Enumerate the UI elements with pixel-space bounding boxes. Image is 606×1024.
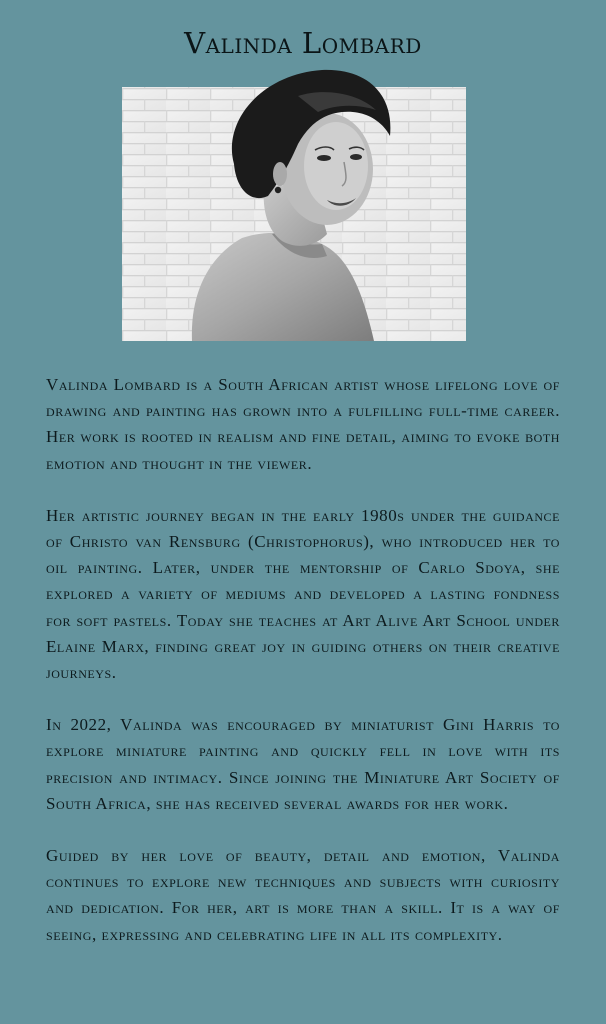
bio-paragraph-3: In 2022, Valinda was encouraged by miniaturist Gini Harris to explore miniature painting and quickly fell in love with its precision and intimacy. Since joining the Miniature Art Society of South Africa, she has received several awards for her work.: [46, 715, 560, 813]
bio-paragraph-2: Her artistic journey began in the early 1980s under the guidance of Christo van Rensburg (Christophorus), who introduced her to oil painting. Later, under the mentorship of Carlo Sdoya, she explored a variety of mediums and developed a lasting fondness for soft pastels. Today she teaches at Art Alive Art School under Elaine Marx, finding great joy in guiding others on their creative journeys.: [46, 505, 560, 683]
bio-paragraph-4: Guided by her love of beauty, detail and emotion, Valinda continues to explore new techniques and subjects with curiosity and dedication. For her, art is more than a skill. It is a way of seeing, expressing and celebrating life in all its complexity.: [46, 846, 560, 944]
artist-bio: [46, 372, 560, 974]
bio-paragraph-1: Valinda Lombard is a South African artist whose lifelong love of drawing and painting has grown into a fulfilling full-time career. Her work is rooted in realism and fine detail, aiming to evoke both emotion and thought in the viewer.: [46, 375, 560, 473]
page-title: Valinda Lombard: [184, 26, 422, 60]
artist-portrait-photo-icon: [122, 66, 466, 341]
artist-portrait: [122, 66, 466, 341]
